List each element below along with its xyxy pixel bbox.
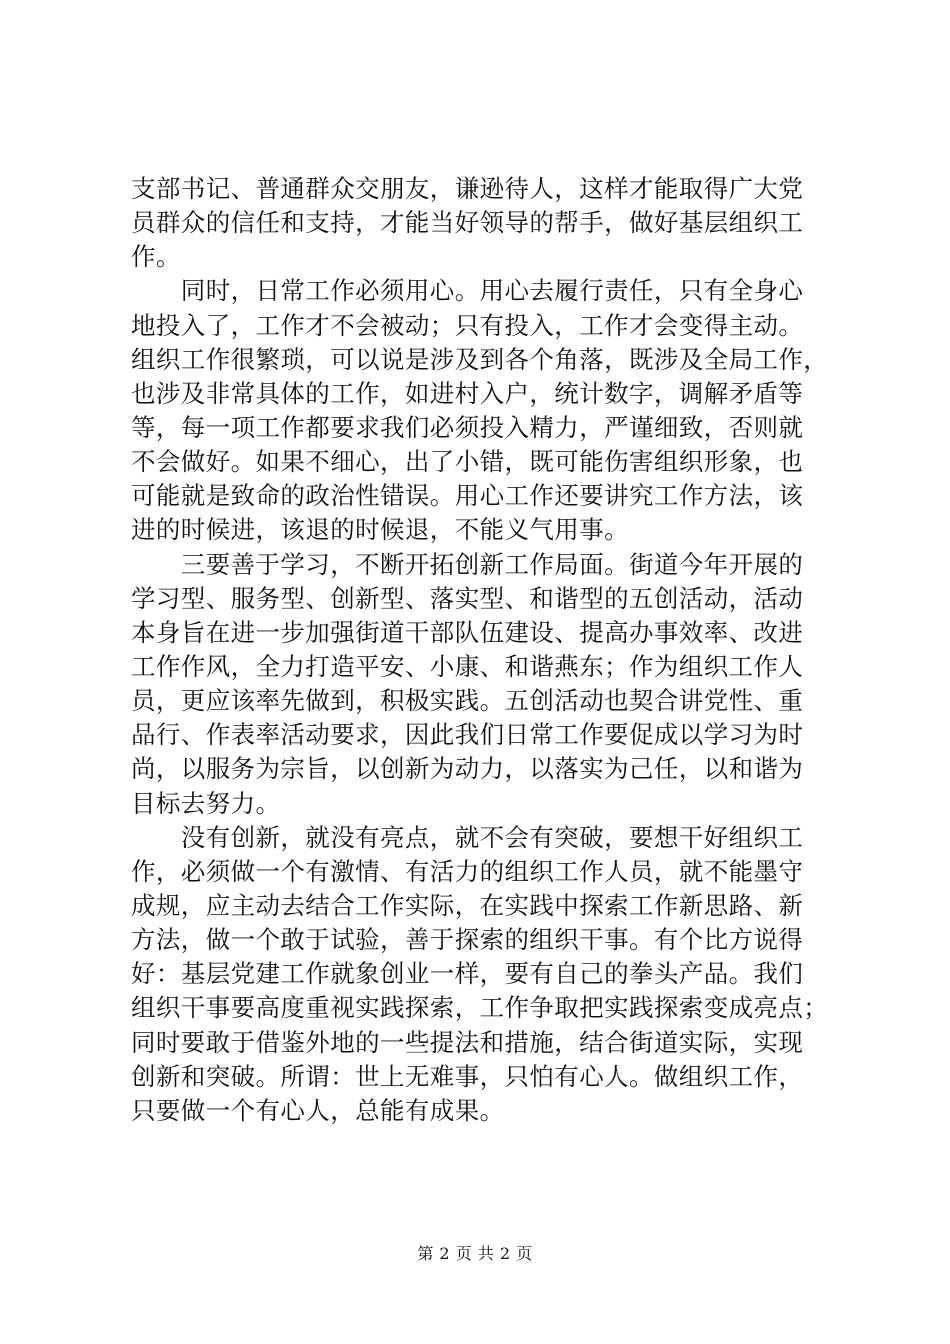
text-line: 员，更应该率先做到，积极实践。五创活动也契合讲党性、重 — [131, 686, 804, 716]
text-line: 只要做一个有心人，总能有成果。 — [131, 1095, 505, 1125]
text-line: 方法，做一个敢于试验，善于探索的组织干事。有个比方说得 — [131, 925, 804, 955]
text-line: 等，每一项工作都要求我们必须投入精力，严谨细致，否则就 — [131, 412, 804, 442]
text-line: 地投入了，工作才不会被动；只有投入，工作才会变得主动。 — [131, 310, 804, 340]
page-footer — [0, 1243, 950, 1265]
text-line: 好：基层党建工作就象创业一样，要有自己的拳头产品。我们 — [131, 959, 804, 989]
text-line: 组织干事要高度重视实践探索，工作争取把实践探索变成亮点； — [131, 993, 829, 1023]
text-line: 组织工作很繁琐，可以说是涉及到各个角落，既涉及全局工作， — [131, 344, 829, 374]
text-line: 同时要敢于借鉴外地的一些提法和措施，结合街道实际，实现 — [131, 1027, 804, 1057]
text-line: 作，必须做一个有激情、有活力的组织工作人员，就不能墨守 — [131, 856, 804, 886]
text-line: 可能就是致命的政治性错误。用心工作还要讲究工作方法，该 — [131, 481, 804, 511]
text-line: 成规，应主动去结合工作实际，在实践中探索工作新思路、新 — [131, 890, 804, 920]
text-line: 没有创新，就没有亮点，就不会有突破，要想干好组织工 — [131, 822, 804, 852]
text-line: 三要善于学习，不断开拓创新工作局面。街道今年开展的 — [131, 549, 804, 579]
text-line: 员群众的信任和支持，才能当好领导的帮手，做好基层组织工 — [131, 208, 804, 238]
text-line: 支部书记、普通群众交朋友，谦逊待人，这样才能取得广大党 — [131, 174, 804, 203]
text-line: 学习型、服务型、创新型、落实型、和谐型的五创活动，活动 — [131, 583, 804, 613]
document-body — [131, 172, 851, 1128]
text-line: 作。 — [131, 242, 181, 272]
text-line: 创新和突破。所谓：世上无难事，只怕有心人。做组织工作， — [131, 1061, 804, 1091]
text-line: 尚，以服务为宗旨，以创新为动力，以落实为己任，以和谐为 — [131, 754, 804, 784]
text-line: 本身旨在进一步加强街道干部队伍建设、提高办事效率、改进 — [131, 617, 804, 647]
text-line: 工作作风，全力打造平安、小康、和谐燕东；作为组织工作人 — [131, 651, 804, 681]
text-line: 也涉及非常具体的工作，如进村入户，统计数字，调解矛盾等 — [131, 378, 804, 408]
text-line: 目标去努力。 — [131, 788, 281, 818]
text-line: 进的时候进，该退的时候退，不能义气用事。 — [131, 515, 629, 545]
text-line: 同时，日常工作必须用心。用心去履行责任，只有全身心 — [131, 276, 804, 306]
page-number: 第 2 页 共 2 页 — [417, 1244, 533, 1263]
text-line: 品行、作表率活动要求，因此我们日常工作要促成以学习为时 — [131, 720, 804, 750]
text-line: 不会做好。如果不细心，出了小错，既可能伤害组织形象，也 — [131, 447, 804, 477]
